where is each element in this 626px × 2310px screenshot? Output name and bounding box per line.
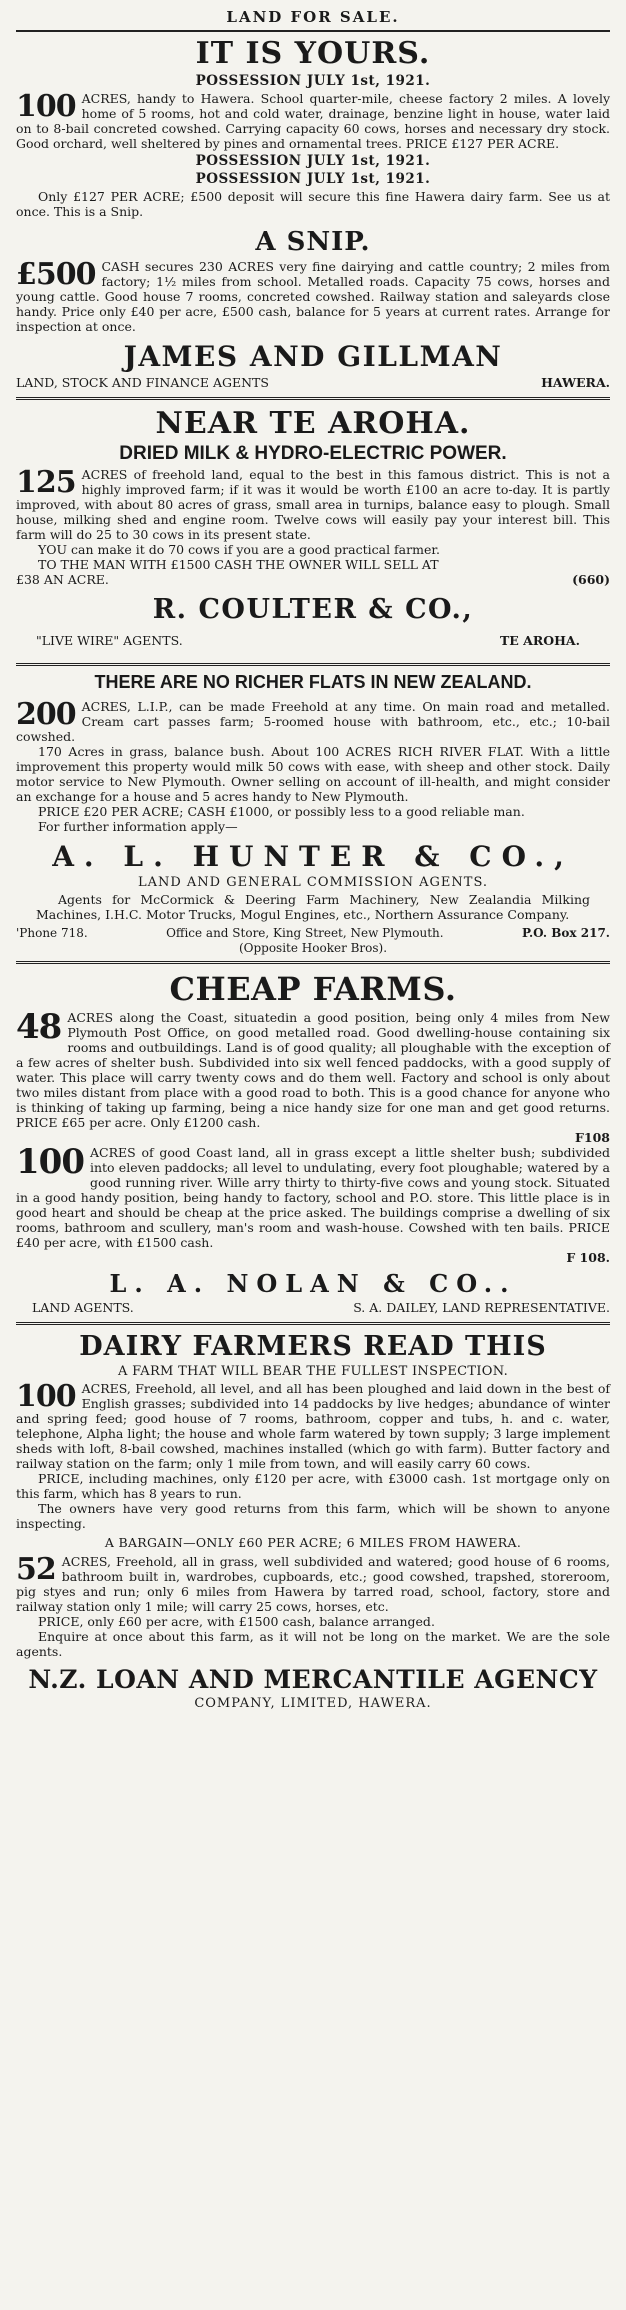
ad2-line3: TO THE MAN WITH £1500 CASH THE OWNER WILL SELL AT: [38, 557, 439, 572]
ad5-farm1-number: 100: [16, 1379, 76, 1414]
ad1-possession-3: POSSESSION JULY 1st, 1921.: [195, 171, 431, 187]
ad1-agent-name: JAMES AND GILLMAN: [123, 340, 503, 373]
ad3-office: Office and Store, King Street, New Plymouth.: [166, 926, 444, 940]
ad-james-gillman: [16, 36, 610, 391]
ad-coulter: [16, 406, 610, 649]
ad5-farm1-price: PRICE, including machines, only £120 per acre, with £3000 cash. 1st mortgage only on this farm, which has 8 years to run.: [16, 1471, 610, 1501]
ad5-subhead: A FARM THAT WILL BEAR THE FULLEST INSPECTION.: [117, 1364, 509, 1379]
ad-nolan: [16, 970, 610, 1316]
ad2-agent-town: TE AROHA.: [499, 633, 580, 648]
ad2-agent-name: R. COULTER & CO.,: [152, 594, 474, 625]
ad2-lines: [16, 542, 610, 572]
ad1-closing: Only £127 PER ACRE; £500 deposit will secure this fine Hawera dairy farm. See us at once. This is a Snip.: [16, 189, 610, 219]
ad2-line4-right: (660): [572, 572, 610, 587]
ad4-farm2-block: [16, 1142, 610, 1250]
ad4-farm2-ref: F 108.: [566, 1250, 610, 1265]
section-header: LAND FOR SALE.: [16, 6, 610, 32]
ad3-body-block: [16, 699, 610, 744]
ad2-agent-row: [16, 633, 610, 649]
ad4-agent-right: S. A. DAILEY, LAND REPRESENTATIVE.: [353, 1300, 610, 1315]
ad1-snip-block: [16, 259, 610, 334]
ad3-agent-name: A. L. HUNTER & CO.,: [52, 840, 574, 873]
ad1-lead-number: 100: [16, 89, 76, 124]
ad4-farm1-ref: F108: [575, 1130, 610, 1145]
ad3-opposite: (Opposite Hooker Bros).: [238, 941, 388, 955]
ad-hunter: [16, 672, 610, 955]
ad-separator: [16, 663, 610, 666]
ad2-body: ACRES of freehold land, equal to the best in this famous district. This is not a highly improved farm; if it was it would be worth £100 an acre to-day. It is partly improved, with about 80 acres of grass, small area in turnips, balance easy to plough. Small house, milking shed and engine room. Twelve cows will easily pay your interest bill. This farm will do 25 to 30 cows in its present state.: [16, 467, 610, 542]
ad-separator: [16, 1322, 610, 1325]
ad5-closing: Enquire at once about this farm, as it will not be long on the market. We are the sole agents.: [16, 1629, 610, 1659]
ad4-farm2-body: ACRES of good Coast land, all in grass except a little shelter bush; subdivided into eleven paddocks; all level to undulating, every foot ploughable; watered by a good running river. Wille arry thirty to thirty-five cows and young stock. Situated in a good handy position, being handy to factory, school and P.O. store. This little place is in good heart and should be cheap at the price asked. The buildings comprise a dwelling of six rooms, bathroom and scullery, man's room and wash-house. Cowshed with ten bails. PRICE £40 per acre, with £1500 cash.: [16, 1145, 610, 1250]
ad1-snip-body: CASH secures 230 ACRES very fine dairying and cattle country; 2 miles from factory; 1½ miles from school. Metalled roads. Capacity 75 cows, horses and young cattle. Good house 7 rooms, concreted cowshed. Railway station and saleyards close handy. Price only £40 per acre, £500 cash, balance for 5 years at current rates. Arrange for inspection at once.: [16, 259, 610, 334]
ad3-headline: THERE ARE NO RICHER FLATS IN NEW ZEALAND.: [94, 672, 532, 692]
ad1-snip-headline: A SNIP.: [255, 227, 371, 257]
ad5-agent-name: N.Z. LOAN AND MERCANTILE AGENCY: [28, 1665, 598, 1694]
ad2-line2: YOU can make it do 70 cows if you are a good practical farmer.: [38, 542, 440, 557]
ad4-agent-row: [16, 1300, 610, 1316]
ad5-farm2-number: 52: [16, 1552, 56, 1587]
ad2-subhead: DRIED MILK & HYDRO-ELECTRIC POWER.: [119, 443, 507, 464]
ad1-agent-town: HAWERA.: [541, 375, 610, 390]
ad2-headline: NEAR TE AROHA.: [155, 406, 471, 441]
ad3-paras: [16, 744, 610, 834]
ad4-farm1-block: [16, 1007, 610, 1130]
ad4-farm1-number: 48: [16, 1007, 62, 1047]
ad5-farm1-owners: The owners have very good returns from this farm, which will be shown to anyone inspecting.: [16, 1501, 610, 1531]
ad3-para4: For further information apply—: [38, 819, 238, 834]
ad-separator: [16, 961, 610, 964]
ad2-lead-number: 125: [16, 465, 76, 500]
ad5-farm1-block: [16, 1381, 610, 1471]
ad5-agent-desc: COMPANY, LIMITED, HAWERA.: [194, 1696, 432, 1711]
ad5-farm2-body: ACRES, Freehold, all in grass, well subdivided and watered; good house of 6 rooms, bathroom built in, wardrobes, cupboards, etc.; good cowshed, trapshed, storeroom, pig styes and run; only 6 miles from Hawera by tarred road, school, factory, store and railway station only 1 mile; will carry 25 cows, horses, etc.: [16, 1554, 610, 1614]
ad1-body-block: [16, 91, 610, 151]
ad-nz-loan: [16, 1331, 610, 1711]
ad5-farm1-paras: [16, 1471, 610, 1531]
ad1-possession-2: POSSESSION JULY 1st, 1921.: [195, 153, 431, 169]
ad4-farm2-number: 100: [16, 1142, 84, 1182]
ad3-agent-detail: Agents for McCormick & Deering Farm Machinery, New Zealandia Milking Machines, I.H.C. Motor Trucks, Mogul Engines, etc., Northern Assurance Company.: [36, 892, 590, 922]
ad1-body: ACRES, handy to Hawera. School quarter-mile, cheese factory 2 miles. A lovely home of 5 rooms, hot and cold water, drainage, benzine light in house, water laid on to 8-bail concreted cowshed. Carrying capacity 60 cows, horses and necessary dry stock. Good orchard, well sheltered by pines and ornamental trees. PRICE £127 PER ACRE.: [16, 91, 610, 151]
ad5-farm2-paras: [16, 1614, 610, 1659]
ad5-farm2-block: [16, 1554, 610, 1614]
ad1-agent-row: [16, 375, 610, 391]
ad3-body: ACRES, L.I.P., can be made Freehold at any time. On main road and metalled. Cream cart passes farm; 5-roomed house with bathroom, etc., etc.; 10-bail cowshed.: [16, 699, 610, 744]
ad-separator: [16, 397, 610, 400]
ad1-snip-number: £500: [16, 257, 96, 292]
ad2-agent-desc: "LIVE WIRE" AGENTS.: [36, 633, 183, 648]
ad3-agent-detail-block: [16, 892, 610, 922]
ad5-bargain: A BARGAIN—ONLY £60 PER ACRE; 6 MILES FROM HAWERA.: [104, 1535, 522, 1550]
ad4-agent-left: LAND AGENTS.: [32, 1300, 134, 1315]
ad5-headline: DAIRY FARMERS READ THIS: [79, 1331, 547, 1362]
ad4-farm1-body: ACRES along the Coast, situatedin a good position, being only 4 miles from New Plymouth Post Office, on good metalled road. Good dwelling-house containing six rooms and outbuildings. Land is of good quality; all ploughable with the exception of a few acres of shelter bush. Subdivided into six well fenced paddocks, with a good supply of water. This place will carry twenty cows and do them well. Factory and school is only about two miles distant from place with a good road to both. This is a good chance for anyone who is thinking of taking up farming, being a nice handy size for one man and get good returns. PRICE £65 per acre. Only £1200 cash.: [16, 1010, 610, 1130]
ad1-possession-1: POSSESSION JULY 1st, 1921.: [195, 73, 431, 89]
ad3-lead-number: 200: [16, 697, 76, 732]
ad2-line4-left: £38 AN ACRE.: [16, 572, 109, 587]
ad3-contact-row: [16, 926, 610, 941]
ad5-farm1-body: ACRES, Freehold, all level, and all has been ploughed and laid down in the best of English grasses; subdivided into 14 paddocks by live hedges; abundance of winter and spring feed; good house of 7 rooms, bathroom, copper and tubs, h. and c. water, telephone, Alpha light; the house and whole farm watered by town supply; 3 large implement sheds with loft, 8-bail cowshed, machines installed (which go with farm). Butter factory and railway station on the farm; only 1 mile from town, and will easily carry 60 cows.: [16, 1381, 610, 1471]
ad2-body-block: [16, 467, 610, 542]
ad1-headline: IT IS YOURS.: [195, 36, 431, 71]
ad3-agent-desc: LAND AND GENERAL COMMISSION AGENTS.: [137, 875, 489, 890]
ad1-closing-block: [16, 189, 610, 219]
ad1-agent-desc: LAND, STOCK AND FINANCE AGENTS: [16, 375, 269, 390]
ad3-po-box: P.O. Box 217.: [521, 926, 610, 940]
ad4-headline: CHEAP FARMS.: [169, 970, 457, 1008]
ad3-para3: PRICE £20 PER ACRE; CASH £1000, or possibly less to a good reliable man.: [38, 804, 525, 819]
ad5-farm2-price: PRICE, only £60 per acre, with £1500 cash, balance arranged.: [38, 1614, 435, 1629]
ad2-line4-row: [16, 572, 610, 588]
ad3-phone: 'Phone 718.: [16, 926, 88, 940]
ad3-para2: 170 Acres in grass, balance bush. About 100 ACRES RICH RIVER FLAT. With a little improvement this property would milk 50 cows with ease, with sheep and other stock. Daily motor service to New Plymouth. Owner selling on account of ill-health, and might consider an exchange for a house and 5 acres handy to New Plymouth.: [16, 744, 610, 804]
ad4-agent-name: L. A. NOLAN & CO..: [109, 1269, 517, 1298]
